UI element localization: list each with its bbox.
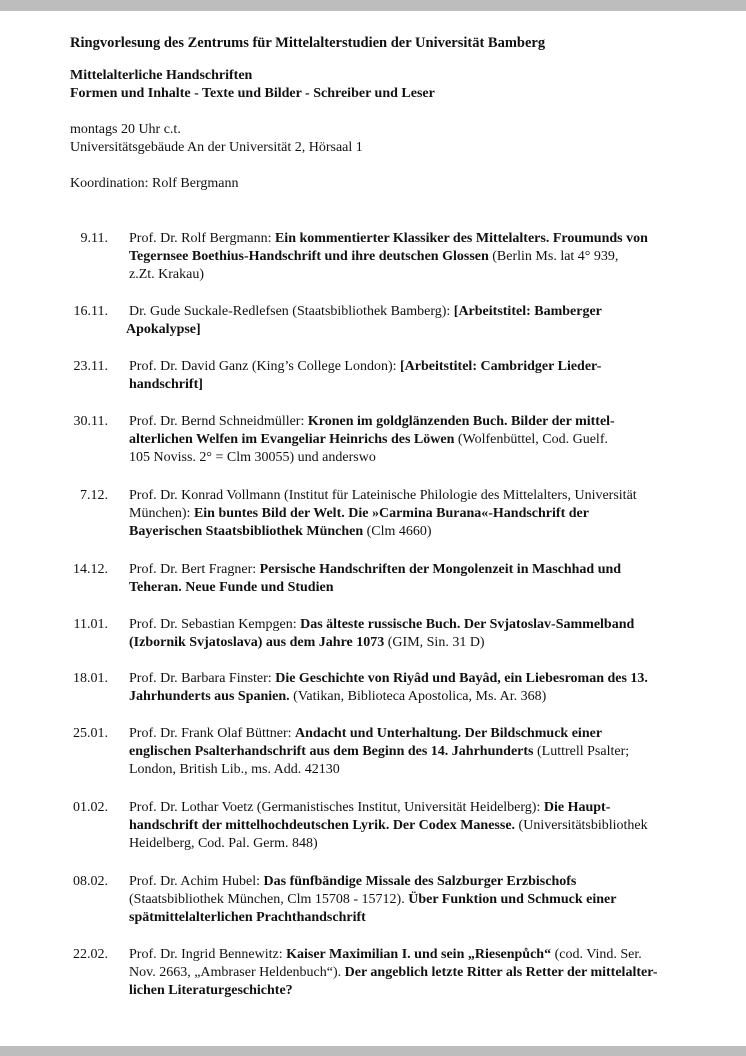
lecture-line: [129, 431, 709, 449]
lecture-description: [129, 358, 709, 394]
lecture-title-text: Über Funktion und Schmuck einer: [408, 892, 617, 907]
lecture-info-text: Prof. Dr. Bert Fragner:: [129, 562, 260, 577]
lecture-info-text: Heidelberg, Cod. Pal. Germ. 848): [129, 836, 318, 851]
lecture-date: 22.02.: [73, 947, 108, 962]
lecture-line: [129, 230, 709, 248]
lecture-description: [129, 799, 709, 853]
coordination: Koordination: Rolf Bergmann: [70, 176, 239, 191]
lecture-info-text: (Vatikan, Biblioteca Apostolica, Ms. Ar. 368): [289, 689, 547, 704]
lecture-date: 18.01.: [73, 671, 108, 686]
lecture-date: 9.11.: [80, 231, 108, 246]
lecture-title-text: Der angeblich letzte Ritter als Retter der mittelalter-: [344, 965, 658, 980]
lecture-description: [126, 303, 709, 339]
scan-border-top: [0, 0, 746, 11]
lecture-line: [129, 835, 709, 853]
lecture-line: [129, 670, 709, 688]
lecture-title-text: Das älteste russische Buch. Der Svjatoslav-Sammelband: [300, 617, 635, 632]
lecture-line: [129, 873, 709, 891]
lecture-title-text: Ein kommentierter Klassiker des Mittelalters. Froumunds von: [274, 231, 648, 246]
lecture-info-text: Prof. Dr. Bernd Schneidmüller:: [129, 414, 308, 429]
lecture-description: [129, 873, 709, 927]
lecture-date: 14.12.: [73, 562, 108, 577]
lecture-line: [129, 891, 709, 909]
lecture-info-text: (Wolfenbüttel, Cod. Guelf.: [454, 432, 608, 447]
lecture-info-text: (Berlin Ms. lat 4° 939,: [488, 249, 619, 264]
lecture-description: [129, 946, 709, 1000]
lecture-line: [129, 909, 709, 927]
lecture-line: [129, 449, 709, 467]
lecture-line: [129, 799, 709, 817]
lecture-info-text: Nov. 2663, „Ambraser Heldenbuch“).: [129, 965, 345, 980]
lecture-description: [129, 413, 709, 467]
lecture-line: [129, 505, 709, 523]
lecture-line: [126, 321, 709, 339]
lecture-title-text: [Arbeitstitel: Bamberger: [453, 304, 602, 319]
lecture-title-text: handschrift]: [129, 377, 203, 392]
lecture-info-text: München):: [129, 506, 194, 521]
lecture-line: [129, 523, 709, 541]
lecture-info-text: Prof. Dr. Lothar Voetz (Germanistisches Institut, Universität Heidelberg):: [129, 800, 544, 815]
lecture-info-text: (Universitätsbibliothek: [515, 818, 648, 833]
lecture-title-text: Das fünfbändige Missale des Salzburger Erzbischofs: [263, 874, 577, 889]
lecture-info-text: 105 Noviss. 2° = Clm 30055) und anderswo: [129, 450, 376, 465]
lecture-date: 25.01.: [73, 726, 108, 741]
lecture-line: [129, 946, 709, 964]
lecture-title-text: Die Geschichte von Riyâd und Bayâd, ein Liebesroman des 13.: [275, 671, 648, 686]
lecture-title-text: handschrift der mittelhochdeutschen Lyrik. Der Codex Manesse.: [129, 818, 516, 833]
lecture-time: montags 20 Uhr c.t.: [70, 122, 181, 137]
lecture-line: [129, 616, 709, 634]
lecture-info-text: Prof. Dr. Konrad Vollmann (Institut für Lateinische Philologie des Mittelalters, Universität: [129, 488, 637, 503]
lecture-description: [129, 230, 709, 284]
lecture-description: [129, 725, 709, 779]
lecture-info-text: (Staatsbibliothek München, Clm 15708 - 15712).: [129, 892, 409, 907]
lecture-info-text: (cod. Vind. Ser.: [551, 947, 642, 962]
lecture-title-text: Kronen im goldglänzenden Buch. Bilder der mittel-: [307, 414, 615, 429]
lecture-line: [129, 303, 709, 321]
lecture-title-text: alterlichen Welfen im Evangeliar Heinrichs des Löwen: [129, 432, 455, 447]
lecture-title-text: spätmittelalterlichen Prachthandschrift: [129, 910, 366, 925]
lecture-line: [129, 266, 709, 284]
lecture-line: [129, 579, 709, 597]
lecture-date: 7.12.: [80, 488, 108, 503]
series-subtitle: Formen und Inhalte - Texte und Bilder - Schreiber und Leser: [70, 86, 435, 101]
lecture-description: [129, 561, 709, 597]
lecture-date: 23.11.: [73, 359, 108, 374]
lecture-info-text: London, British Lib., ms. Add. 42130: [129, 762, 340, 777]
lecture-info-text: (Clm 4660): [363, 524, 432, 539]
lecture-title-text: englischen Psalterhandschrift aus dem Beginn des 14. Jahrhunderts: [129, 744, 534, 759]
lecture-title-text: lichen Literaturgeschichte?: [129, 983, 293, 998]
lecture-title-text: [Arbeitstitel: Cambridger Lieder-: [400, 359, 602, 374]
lecture-line: [129, 634, 709, 652]
lecture-info-text: Prof. Dr. Rolf Bergmann:: [129, 231, 275, 246]
lecture-info-text: z.Zt. Krakau): [129, 267, 205, 282]
lecture-line: [129, 688, 709, 706]
lecture-info-text: (GIM, Sin. 31 D): [384, 635, 485, 650]
lecture-title-text: Tegernsee Boethius-Handschrift und ihre deutschen Glossen: [129, 249, 489, 264]
lecture-title-text: Die Haupt-: [543, 800, 611, 815]
lecture-info-text: Dr. Gude Suckale-Redlefsen (Staatsbibliothek Bamberg):: [129, 304, 454, 319]
lecture-info-text: Prof. Dr. Ingrid Bennewitz:: [129, 947, 287, 962]
lecture-title-text: (Izbornik Svjatoslava) aus dem Jahre 1073: [129, 635, 385, 650]
lecture-title-text: Kaiser Maximilian I. und sein „Riesenpůch“: [286, 947, 552, 962]
lecture-venue: Universitätsgebäude An der Universität 2, Hörsaal 1: [70, 140, 363, 155]
lecture-date: 16.11.: [73, 304, 108, 319]
lecture-series-heading: Ringvorlesung des Zentrums für Mittelalterstudien der Universität Bamberg: [70, 35, 546, 51]
lecture-line: [129, 964, 709, 982]
lecture-title-text: Ein buntes Bild der Welt. Die »Carmina Burana«-Handschrift der: [193, 506, 589, 521]
lecture-line: [129, 725, 709, 743]
series-title: Mittelalterliche Handschriften: [70, 68, 253, 83]
lecture-line: [129, 413, 709, 431]
lecture-title-text: Persische Handschriften der Mongolenzeit in Maschhad und: [259, 562, 622, 577]
lecture-line: [129, 248, 709, 266]
lecture-line: [129, 817, 709, 835]
lecture-line: [129, 743, 709, 761]
lecture-info-text: Prof. Dr. David Ganz (King’s College London):: [129, 359, 401, 374]
lecture-line: [129, 561, 709, 579]
lecture-line: [129, 358, 709, 376]
lecture-info-text: Prof. Dr. Sebastian Kempgen:: [129, 617, 301, 632]
scan-border-bottom: [0, 1046, 746, 1056]
lecture-info-text: Prof. Dr. Achim Hubel:: [129, 874, 264, 889]
lecture-title-text: Andacht und Unterhaltung. Der Bildschmuck einer: [295, 726, 603, 741]
lecture-title-text: Jahrhunderts aus Spanien.: [129, 689, 290, 704]
lecture-title-text: Apokalypse]: [126, 322, 201, 337]
lecture-info-text: Prof. Dr. Barbara Finster:: [129, 671, 276, 686]
lecture-date: 01.02.: [73, 800, 108, 815]
lecture-line: [129, 487, 709, 505]
lecture-line: [129, 376, 709, 394]
lecture-line: [129, 982, 709, 1000]
lecture-date: 11.01.: [73, 617, 108, 632]
lecture-description: [129, 670, 709, 706]
lecture-info-text: Prof. Dr. Frank Olaf Büttner:: [129, 726, 296, 741]
lecture-date: 30.11.: [73, 414, 108, 429]
lecture-title-text: Teheran. Neue Funde und Studien: [129, 580, 334, 595]
lecture-line: [129, 761, 709, 779]
lecture-date: 08.02.: [73, 874, 108, 889]
lecture-info-text: (Luttrell Psalter;: [533, 744, 630, 759]
lecture-description: [129, 616, 709, 652]
lecture-title-text: Bayerischen Staatsbibliothek München: [129, 524, 364, 539]
lecture-description: [129, 487, 709, 541]
